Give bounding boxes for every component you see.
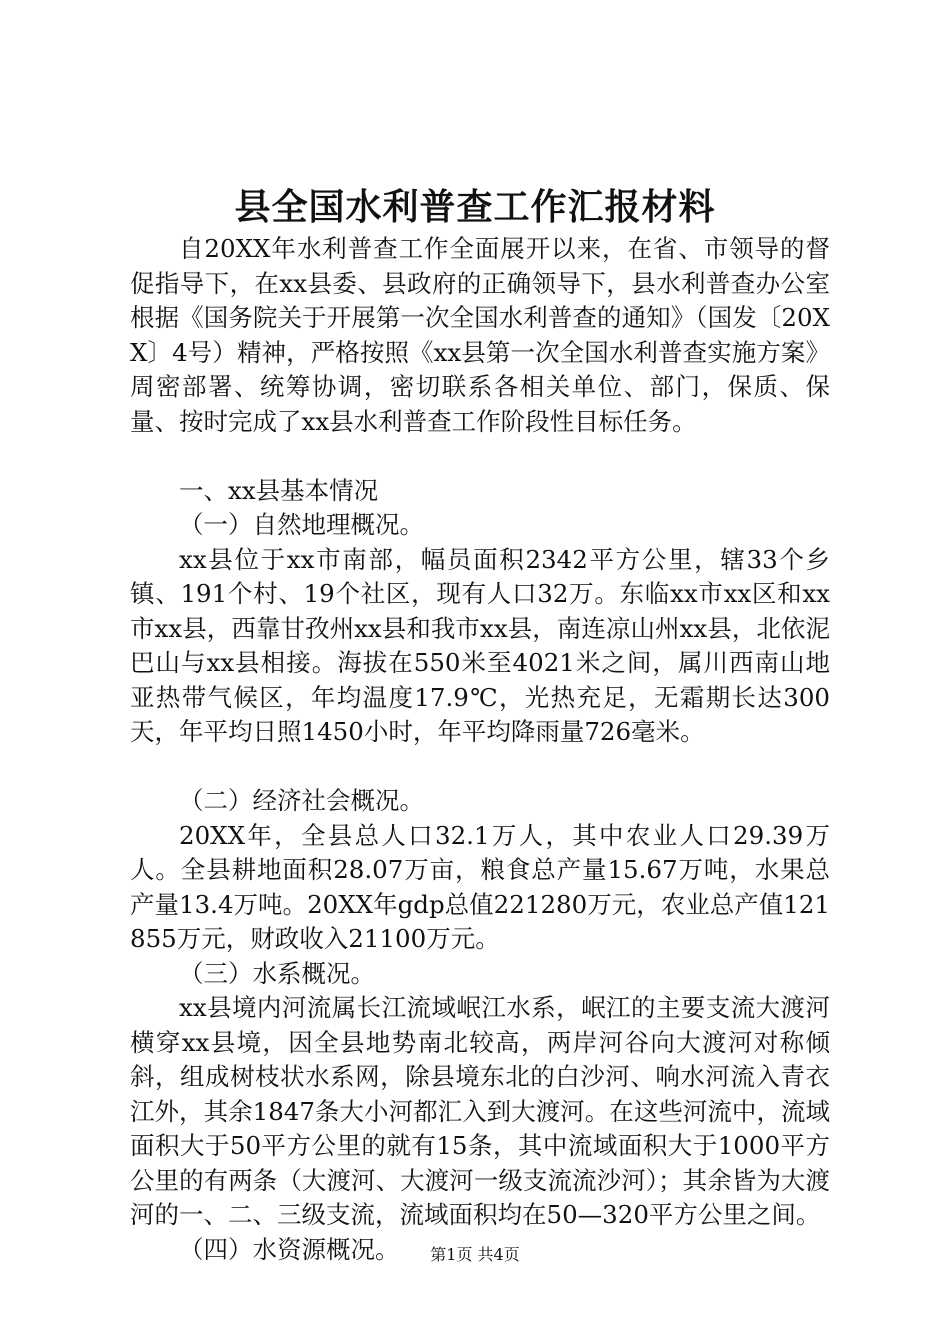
section-heading-basic-info: 一、xx县基本情况 (179, 475, 379, 505)
water-system-paragraph: xx县境内河流属长江流域岷江水系，岷江的主要支流大渡河横穿xx县境，因全县地势南北较高，两岸河谷向大渡河对称倾斜，组成树枝状水系网，除县境东北的白沙河、响水河流入青衣江外，其余1847条大小河都汇入到大渡河。在这些河流中，流域面积大于50平方公里的就有15条，其中流域面积大于1000平方公里的有两条（大渡河、大渡河一级支流流沙河）；其余皆为大渡河的一、二、三级支流，流域面积均在50—320平方公里之间。 (130, 993, 830, 1229)
subsection-heading-water-resources: （四）水资源概况。 (179, 1234, 400, 1264)
subsection-heading-water-system: （三）水系概况。 (179, 958, 375, 988)
economy-paragraph: 20XX年，全县总人口32.1万人，其中农业人口29.39万人。全县耕地面积28.07万亩，粮食总产量15.67万吨，水果总产量13.4万吨。20XX年gdp总值221280万元，农业总产值121855万元，财政收入21100万元。 (130, 820, 830, 953)
geography-paragraph: xx县位于xx市南部，幅员面积2342平方公里，辖33个乡镇、191个村、19个社区，现有人口32万。东临xx市xx区和xx市xx县，西靠甘孜州xx县和我市xx县，南连凉山州xx县，北依泥巴山与xx县相接。海拔在550米至4021米之间，属川西南山地亚热带气候区，年均温度17.9℃，光热充足，无霜期长达300天，年平均日照1450小时，年平均降雨量726毫米。 (130, 544, 830, 746)
document-body (130, 232, 830, 1267)
page-number-footer: 第1页 共4页 (430, 1245, 520, 1264)
document-title: 县全国水利普查工作汇报材料 (234, 186, 716, 228)
intro-paragraph: 自20XX年水利普查工作全面展开以来，在省、市领导的督促指导下，在xx县委、县政府的正确领导下，县水利普查办公室根据《国务院关于开展第一次全国水利普查的通知》（国发〔20XX〕4号）精神，严格按照《xx县第一次全国水利普查实施方案》周密部署、统筹协调，密切联系各相关单位、部门，保质、保量、按时完成了xx县水利普查工作阶段性目标任务。 (130, 234, 830, 436)
subsection-heading-geography: （一）自然地理概况。 (179, 510, 424, 539)
subsection-heading-economy: （二）经济社会概况。 (179, 786, 424, 815)
